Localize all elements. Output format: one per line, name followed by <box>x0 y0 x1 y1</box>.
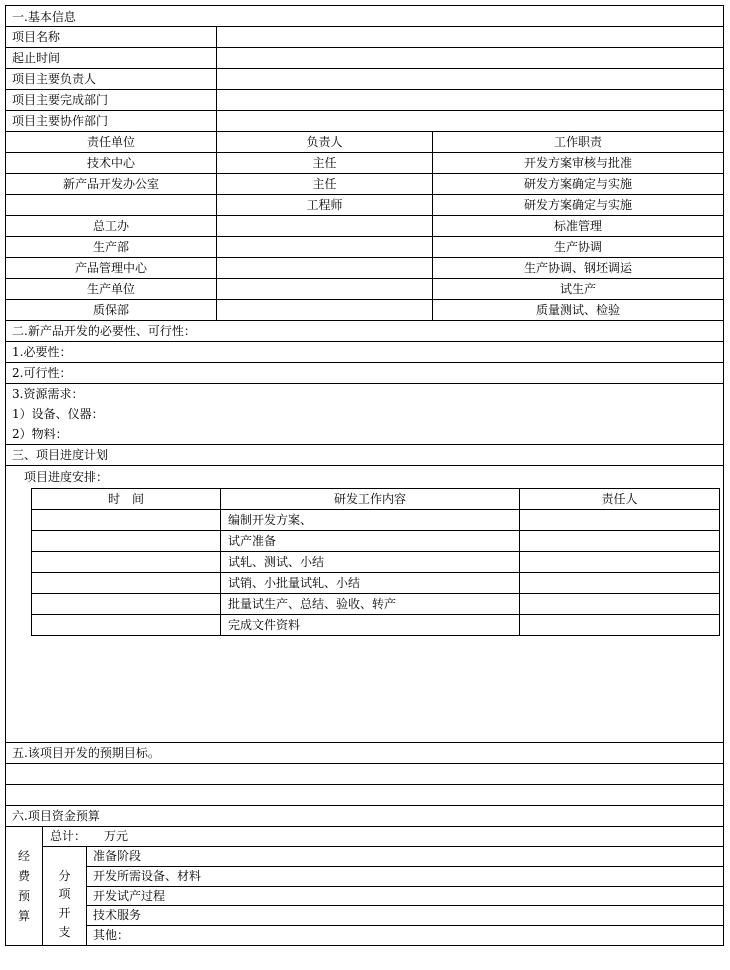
section2-title: 二.新产品开发的必要性、可行性： <box>12 324 196 338</box>
budget-side-char: 算 <box>17 909 30 923</box>
section1-title: 一.基本信息 <box>12 10 76 24</box>
schedule-row-content: 完成文件资料 <box>228 618 301 632</box>
schedule-row-content: 试产准备 <box>228 534 277 548</box>
resp-header-person: 负责人 <box>306 135 343 149</box>
resp-row-person: 工程师 <box>306 198 343 212</box>
resp-row-person: 主任 <box>312 156 337 170</box>
resp-row-unit: 新产品开发办公室 <box>62 177 159 191</box>
resp-row-unit: 总工办 <box>92 219 129 233</box>
resp-row-unit: 生产部 <box>92 240 129 254</box>
resp-row-unit <box>6 195 216 215</box>
resp-header-unit: 责任单位 <box>86 135 135 149</box>
budget-side-char: 预 <box>17 889 30 903</box>
proposal-form <box>5 5 724 946</box>
schedule-row-content: 批量试生产、总结、验收、转产 <box>228 597 397 611</box>
budget-side-char: 费 <box>17 869 30 883</box>
necessity-label: 1.必要性： <box>12 345 72 359</box>
resources-label: 3.资源需求： <box>12 387 84 401</box>
budget-item: 其他： <box>93 928 130 942</box>
budget-sub-char: 支 <box>58 925 71 939</box>
resp-row-unit: 生产单位 <box>86 282 135 296</box>
resp-row-duty: 开发方案审核与批准 <box>523 156 632 170</box>
section6-title: 六.项目资金预算 <box>12 809 100 823</box>
materials-label: 2）物料： <box>12 427 68 441</box>
resp-row-unit: 技术中心 <box>86 156 135 170</box>
budget-side-char: 经 <box>17 849 30 863</box>
resp-row-duty: 生产协调、钢坯调运 <box>523 261 632 275</box>
schedule-header-owner: 责任人 <box>601 492 638 506</box>
section5-title: 五.该项目开发的预期目标。 <box>12 746 160 760</box>
schedule-subtitle: 项目进度安排： <box>24 470 109 484</box>
resp-row-person <box>217 258 432 278</box>
resp-row-duty: 质量测试、检验 <box>535 303 620 317</box>
section3-title: 三、项目进度计划 <box>12 448 109 462</box>
resp-row-person <box>217 300 432 320</box>
resp-row-person <box>217 237 432 257</box>
field-period-label: 起止时间 <box>12 51 61 65</box>
equipment-label: 1）设备、仪器： <box>12 407 104 421</box>
resp-row-duty: 研发方案确定与实施 <box>523 198 632 212</box>
schedule-header-time: 时 间 <box>107 492 144 506</box>
budget-sub-char: 开 <box>58 906 71 920</box>
field-leader-label: 项目主要负责人 <box>12 72 97 86</box>
field-coop-dept-label: 项目主要协作部门 <box>12 114 109 128</box>
feasibility-label: 2.可行性： <box>12 366 72 380</box>
resp-row-unit: 产品管理中心 <box>74 261 147 275</box>
resp-row-duty: 标准管理 <box>553 219 602 233</box>
resp-row-person <box>217 216 432 236</box>
budget-item: 开发试产过程 <box>93 889 166 903</box>
resp-row-duty: 研发方案确定与实施 <box>523 177 632 191</box>
budget-item: 准备阶段 <box>93 849 142 863</box>
budget-total-label: 总计： 万元 <box>50 829 129 843</box>
resp-row-person <box>217 279 432 299</box>
resp-row-duty: 试生产 <box>559 282 596 296</box>
field-project-name-label: 项目名称 <box>12 30 61 44</box>
budget-sub-char: 分 <box>58 869 71 883</box>
budget-sub-char: 项 <box>58 887 71 901</box>
field-main-dept-label: 项目主要完成部门 <box>12 93 109 107</box>
schedule-row-content: 试销、小批量试轧、小结 <box>228 576 361 590</box>
resp-row-unit: 质保部 <box>92 303 129 317</box>
resp-row-person: 主任 <box>312 177 337 191</box>
budget-item: 开发所需设备、材料 <box>93 869 202 883</box>
resp-header-duty: 工作职责 <box>553 135 602 149</box>
schedule-row-content: 试轧、测试、小结 <box>228 555 325 569</box>
budget-item: 技术服务 <box>93 908 142 922</box>
schedule-row-content: 编制开发方案、 <box>228 513 313 527</box>
resp-row-duty: 生产协调 <box>553 240 602 254</box>
schedule-header-content: 研发工作内容 <box>333 492 406 506</box>
